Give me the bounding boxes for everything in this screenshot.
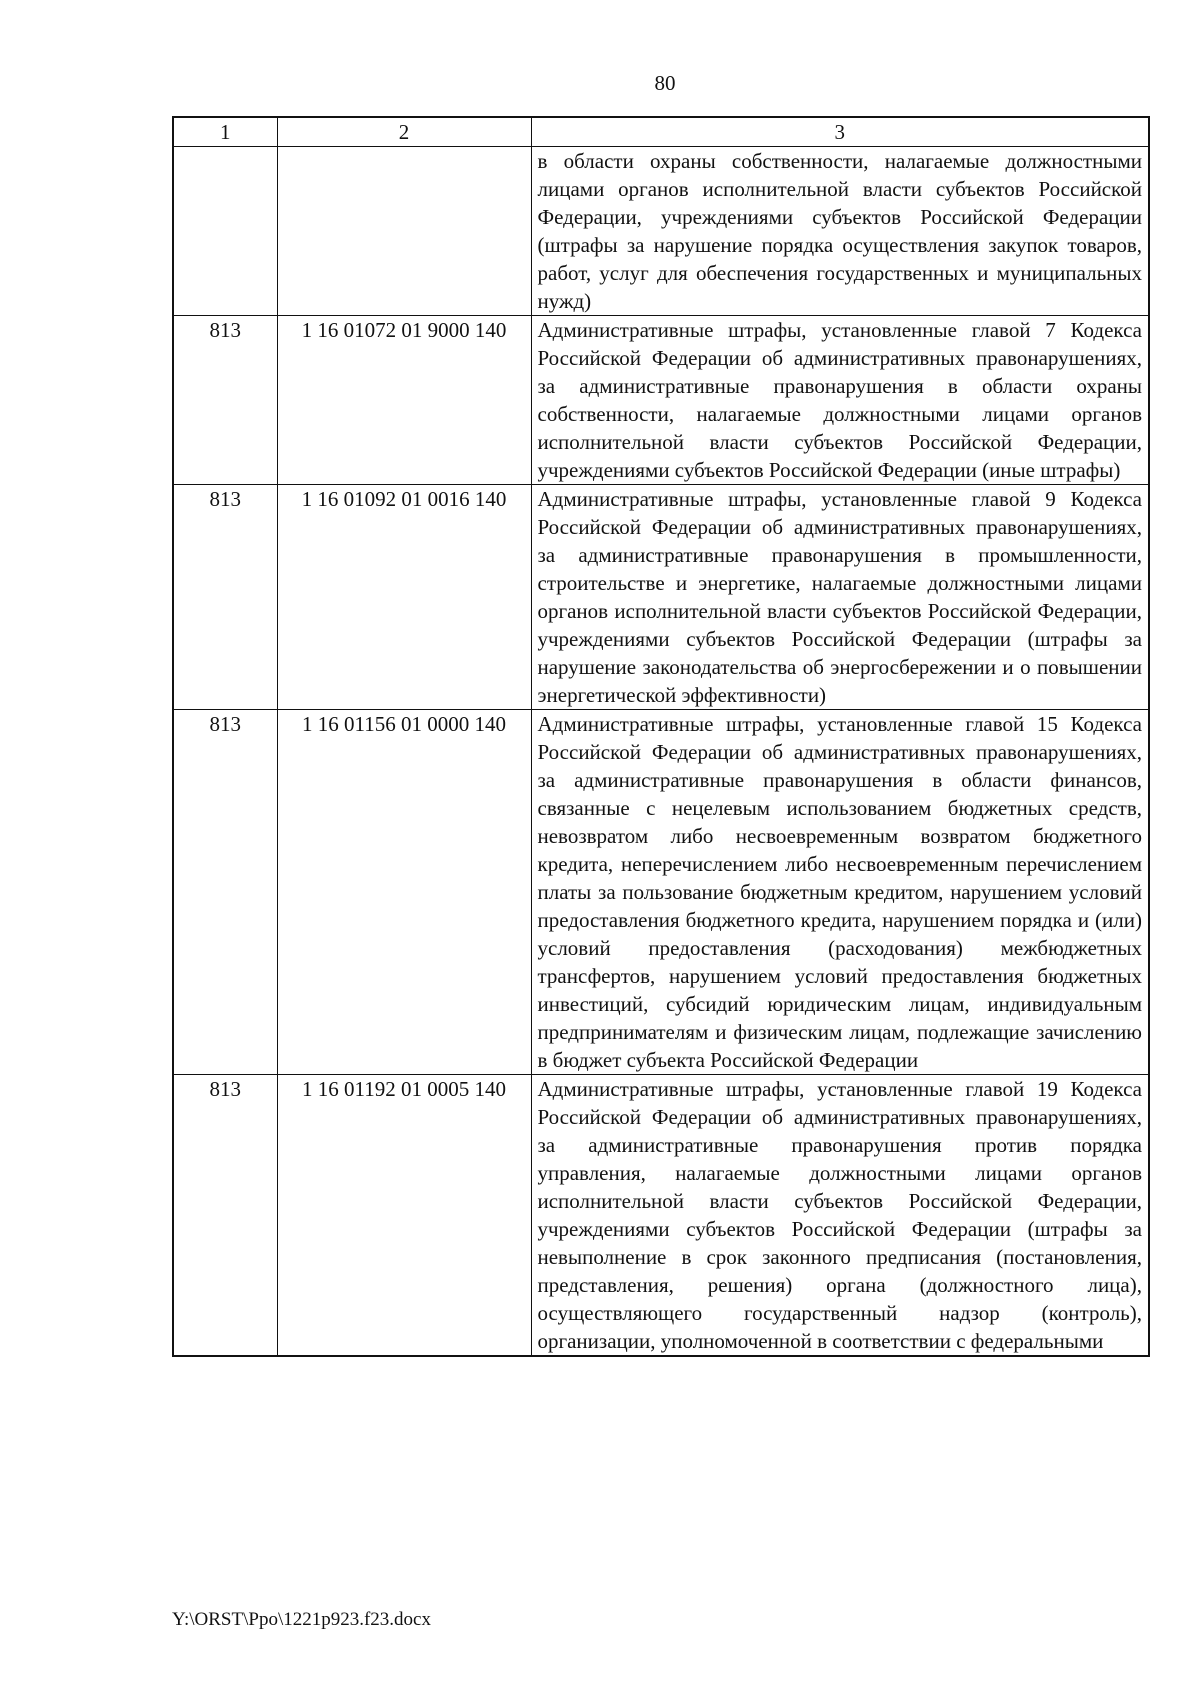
- description-cell: Административные штрафы, установленные главой 19 Кодекса Российской Федерации об административных правонарушениях, за административные правонарушения против порядка управления, налагаемые должностными лицами органов исполнительной власти субъектов Российской Федерации, учреждениями субъектов Российской Федерации (штрафы за невыполнение в срок законного предписания (постановления, представления, решения) органа (должностного лица), осуществляющего государственный надзор (контроль), организации, уполномоченной в соответствии с федеральными: [531, 1075, 1149, 1357]
- table-row: [173, 710, 1149, 1075]
- table-row: [173, 485, 1149, 710]
- kbk-code-cell: 1 16 01072 01 9000 140: [277, 316, 531, 485]
- page-number: 80: [654, 71, 676, 95]
- table-row: [173, 147, 1149, 316]
- table-row: [173, 1075, 1149, 1357]
- table-header-row: [173, 117, 1149, 147]
- admin-code-cell: 813: [173, 1075, 277, 1357]
- description-cell: Административные штрафы, установленные главой 15 Кодекса Российской Федерации об административных правонарушениях, за административные правонарушения в области финансов, связанные с нецелевым использованием бюджетных средств, невозвратом либо несвоевременным возвратом бюджетного кредита, неперечислением либо несвоевременным перечислением платы за пользование бюджетным кредитом, нарушением условий предоставления бюджетного кредита, нарушением порядка и (или) условий предоставления (расходования) межбюджетных трансфертов, нарушением условий предоставления бюджетных инвестиций, субсидий юридическим лицам, индивидуальным предпринимателям и физическим лицам, подлежащие зачислению в бюджет субъекта Российской Федерации: [531, 710, 1149, 1075]
- description-cell: Административные штрафы, установленные главой 7 Кодекса Российской Федерации об административных правонарушениях, за административные правонарушения в области охраны собственности, налагаемые должностными лицами органов исполнительной власти субъектов Российской Федерации, учреждениями субъектов Российской Федерации (иные штрафы): [531, 316, 1149, 485]
- column-header-1: 1: [173, 117, 277, 147]
- admin-code-cell: 813: [173, 316, 277, 485]
- column-header-3: 3: [531, 117, 1149, 147]
- kbk-code-cell: 1 16 01192 01 0005 140: [277, 1075, 531, 1357]
- kbk-table: [172, 116, 1150, 1357]
- admin-code-cell: 813: [173, 485, 277, 710]
- admin-code-cell: 813: [173, 710, 277, 1075]
- kbk-code-cell: [277, 147, 531, 316]
- column-header-2: 2: [277, 117, 531, 147]
- kbk-code-cell: 1 16 01156 01 0000 140: [277, 710, 531, 1075]
- description-cell: Административные штрафы, установленные главой 9 Кодекса Российской Федерации об административных правонарушениях, за административные правонарушения в промышленности, строительстве и энергетике, налагаемые должностными лицами органов исполнительной власти субъектов Российской Федерации, учреждениями субъектов Российской Федерации (штрафы за нарушение законодательства об энергосбережении и о повышении энергетической эффективности): [531, 485, 1149, 710]
- description-cell: в области охраны собственности, налагаемые должностными лицами органов исполнительной власти субъектов Российской Федерации, учреждениями субъектов Российской Федерации (штрафы за нарушение порядка осуществления закупок товаров, работ, услуг для обеспечения государственных и муниципальных нужд): [531, 147, 1149, 316]
- table-body: [173, 147, 1149, 1357]
- table-header: [173, 117, 1149, 147]
- admin-code-cell: [173, 147, 277, 316]
- kbk-code-cell: 1 16 01092 01 0016 140: [277, 485, 531, 710]
- table-row: [173, 316, 1149, 485]
- footer-file-path: Y:\ORST\Ppo\1221p923.f23.docx: [172, 1609, 431, 1630]
